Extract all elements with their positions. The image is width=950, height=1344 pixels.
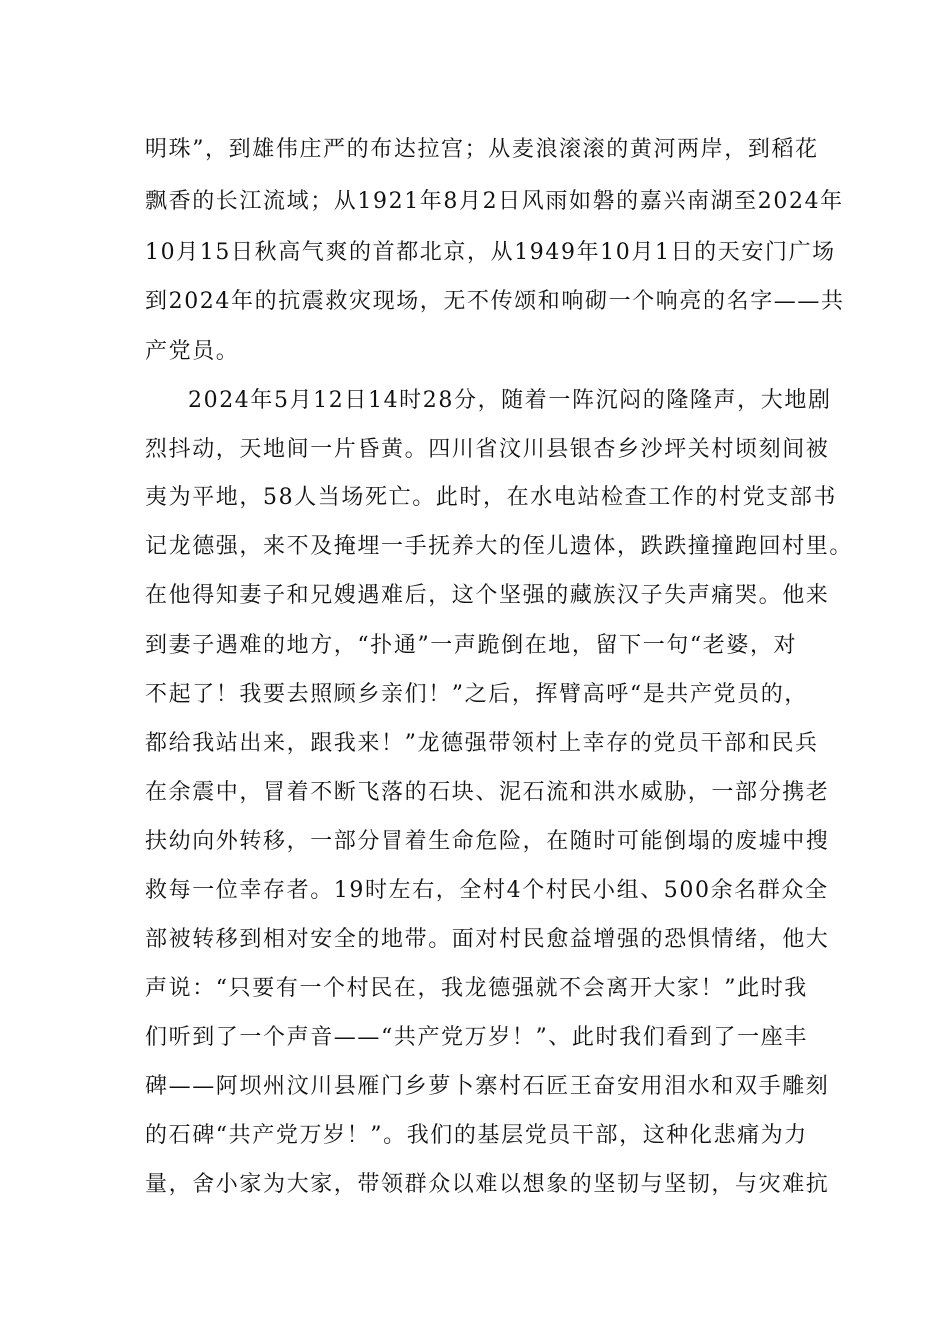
text-line: 10月15日秋高气爽的首都北京，从1949年10月1日的天安门广场 bbox=[145, 240, 836, 265]
text-line: 量，舍小家为大家，带领群众以难以想象的坚韧与坚韧，与灾难抗 bbox=[145, 1172, 830, 1197]
text-line: 产党员。 bbox=[145, 339, 240, 364]
text-line: 救每一位幸存者。19时左右，全村4个村民小组、500余名群众全 bbox=[145, 878, 829, 903]
text-line: 碑——阿坝州汶川县雁门乡萝卜寨村石匠王奋安用泪水和双手雕刻 bbox=[145, 1074, 830, 1099]
text-line: 都给我站出来，跟我来！”龙德强带领村上幸存的党员干部和民兵 bbox=[145, 731, 819, 756]
text-line: 飘香的长江流域；从1921年8月2日风雨如磐的嘉兴南湖至2024年 bbox=[145, 189, 844, 214]
text-line: 夷为平地，58人当场死亡。此时，在水电站检查工作的村党支部书 bbox=[145, 485, 837, 510]
text-line: 在余震中，冒着不断飞落的石块、泥石流和洪水威胁，一部分携老 bbox=[145, 780, 830, 805]
text-line: 明珠”，到雄伟庄严的布达拉宫；从麦浪滚滚的黄河两岸，到稻花 bbox=[145, 137, 819, 162]
text-line: 不起了！我要去照顾乡亲们！”之后，挥臂高呼“是共产党员的， bbox=[145, 682, 808, 707]
text-line: 们听到了一个声音——“共产党万岁！”、此时我们看到了一座丰 bbox=[145, 1025, 808, 1050]
paragraph-first-line: 2024年5月12日14时28分，随着一阵沉闷的隆隆声，大地剧 bbox=[188, 388, 832, 413]
text-line: 扶幼向外转移，一部分冒着生命危险，在随时可能倒塌的废墟中搜 bbox=[145, 829, 830, 854]
text-line: 到妻子遇难的地方，“扑通”一声跪倒在地，留下一句“老婆，对 bbox=[145, 633, 798, 658]
text-line: 声说：“只要有一个村民在，我龙德强就不会离开大家！”此时我 bbox=[145, 976, 808, 1001]
text-line: 记龙德强，来不及掩埋一手抚养大的侄儿遗体，跌跌撞撞跑回村里。 bbox=[145, 534, 854, 559]
text-line: 在他得知妻子和兄嫂遇难后，这个坚强的藏族汉子失声痛哭。他来 bbox=[145, 583, 830, 608]
text-line: 的石碑“共产党万岁！”。我们的基层党员干部，这种化悲痛为力 bbox=[145, 1123, 808, 1148]
text-line: 到2024年的抗震救灾现场，无不传颂和响砌一个响亮的名字——共 bbox=[145, 289, 845, 314]
text-line: 烈抖动，天地间一片昏黄。四川省汶川县银杏乡沙坪关村顷刻间被 bbox=[145, 437, 830, 462]
text-line: 部被转移到相对安全的地带。面对村民愈益增强的恐惧情绪，他大 bbox=[145, 927, 830, 952]
